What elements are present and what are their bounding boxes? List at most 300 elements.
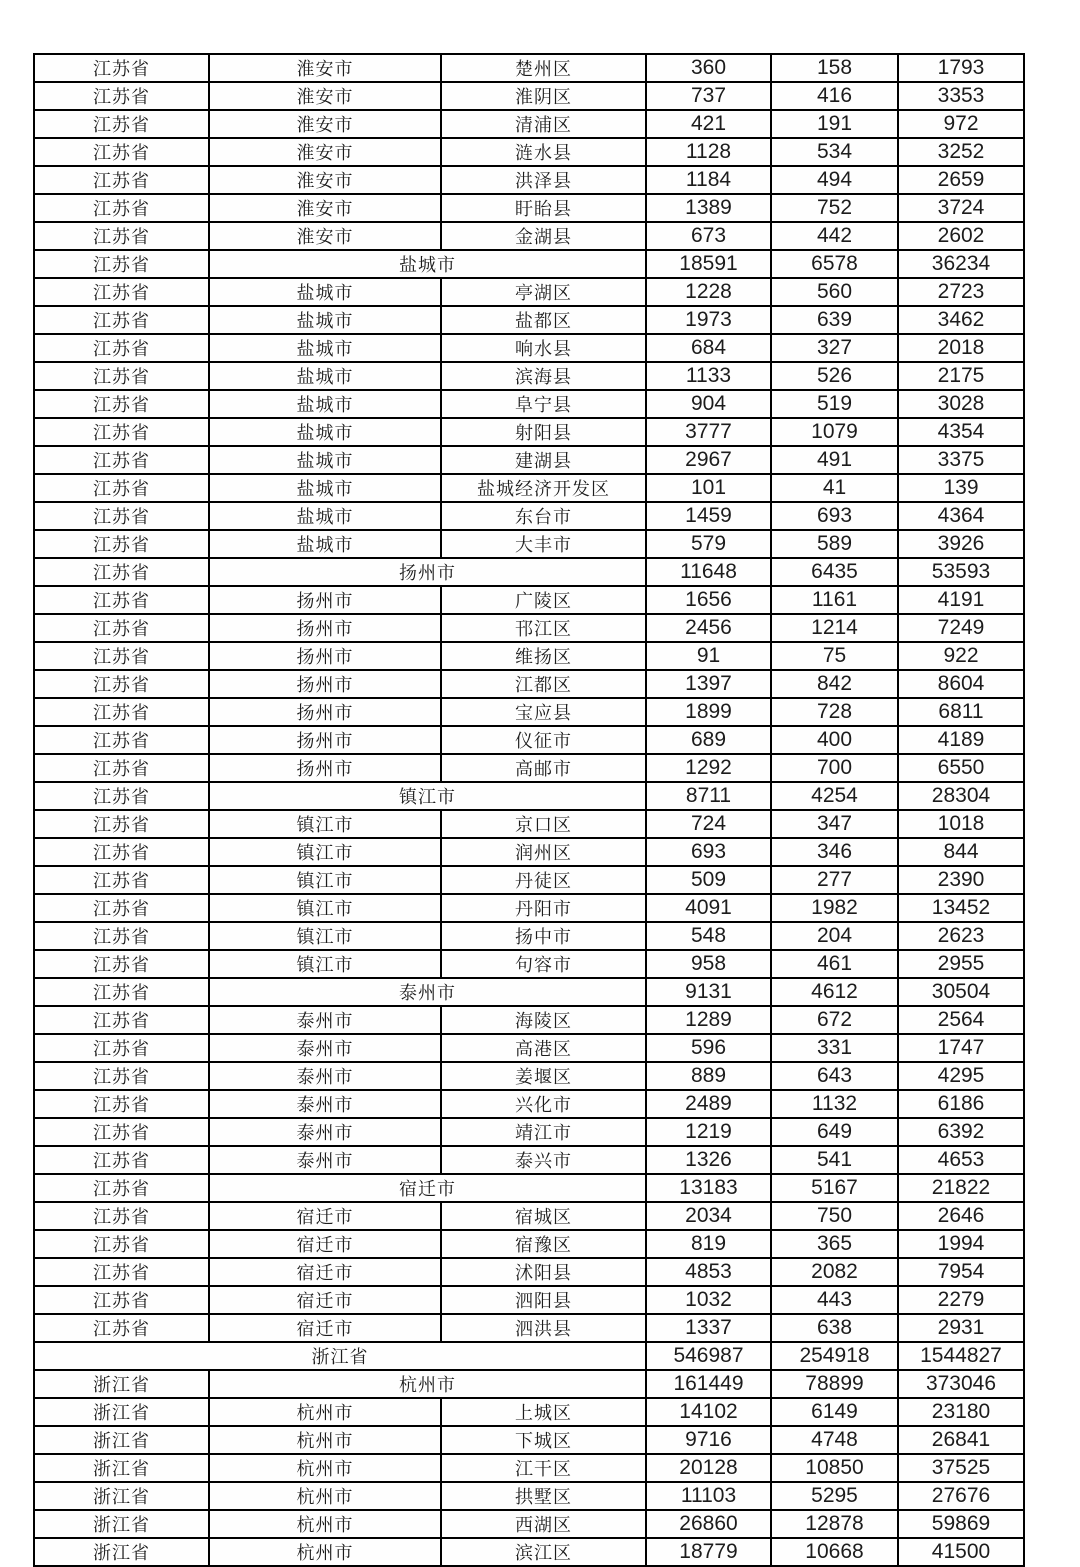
cell-value: 4354 — [898, 418, 1024, 446]
cell-value: 922 — [898, 642, 1024, 670]
cell-district: 泰兴市 — [441, 1146, 646, 1174]
cell-province: 江苏省 — [34, 390, 209, 418]
cell-value: 6186 — [898, 1090, 1024, 1118]
cell-value: 1397 — [646, 670, 771, 698]
cell-value: 3462 — [898, 306, 1024, 334]
cell-value: 2931 — [898, 1314, 1024, 1342]
cell-province: 江苏省 — [34, 1174, 209, 1202]
table-row — [34, 334, 1024, 362]
cell-province: 江苏省 — [34, 446, 209, 474]
table-row — [34, 1146, 1024, 1174]
cell-city: 宿迁市 — [209, 1314, 441, 1342]
table-row — [34, 306, 1024, 334]
cell-city-total: 盐城市 — [209, 250, 646, 278]
cell-value: 59869 — [898, 1510, 1024, 1538]
cell-province: 江苏省 — [34, 1314, 209, 1342]
cell-value: 1184 — [646, 166, 771, 194]
cell-value: 494 — [771, 166, 898, 194]
table-row — [34, 950, 1024, 978]
table-row — [34, 1286, 1024, 1314]
cell-value: 1132 — [771, 1090, 898, 1118]
cell-value: 6811 — [898, 698, 1024, 726]
cell-value: 2034 — [646, 1202, 771, 1230]
cell-value: 204 — [771, 922, 898, 950]
cell-district: 滨江区 — [441, 1538, 646, 1566]
table-row — [34, 1398, 1024, 1426]
cell-value: 331 — [771, 1034, 898, 1062]
table-row — [34, 726, 1024, 754]
cell-value: 21822 — [898, 1174, 1024, 1202]
cell-province: 江苏省 — [34, 1286, 209, 1314]
cell-district: 海陵区 — [441, 1006, 646, 1034]
cell-province: 浙江省 — [34, 1454, 209, 1482]
table-row — [34, 894, 1024, 922]
cell-value: 14102 — [646, 1398, 771, 1426]
cell-province: 江苏省 — [34, 250, 209, 278]
cell-province: 浙江省 — [34, 1482, 209, 1510]
cell-province: 江苏省 — [34, 950, 209, 978]
cell-value: 2018 — [898, 334, 1024, 362]
cell-city: 扬州市 — [209, 642, 441, 670]
cell-value: 4653 — [898, 1146, 1024, 1174]
cell-district: 句容市 — [441, 950, 646, 978]
cell-value: 91 — [646, 642, 771, 670]
cell-province: 江苏省 — [34, 1258, 209, 1286]
cell-value: 491 — [771, 446, 898, 474]
cell-value: 972 — [898, 110, 1024, 138]
cell-value: 36234 — [898, 250, 1024, 278]
cell-district: 建湖县 — [441, 446, 646, 474]
table-row — [34, 922, 1024, 950]
cell-province: 江苏省 — [34, 278, 209, 306]
table-row — [34, 54, 1024, 82]
cell-province: 浙江省 — [34, 1370, 209, 1398]
cell-city: 杭州市 — [209, 1538, 441, 1566]
cell-value: 728 — [771, 698, 898, 726]
cell-city: 扬州市 — [209, 614, 441, 642]
cell-province: 江苏省 — [34, 978, 209, 1006]
cell-province: 浙江省 — [34, 1426, 209, 1454]
cell-province: 浙江省 — [34, 1398, 209, 1426]
cell-city: 宿迁市 — [209, 1202, 441, 1230]
cell-value: 6149 — [771, 1398, 898, 1426]
cell-province: 浙江省 — [34, 1538, 209, 1566]
cell-value: 78899 — [771, 1370, 898, 1398]
cell-district: 江干区 — [441, 1454, 646, 1482]
cell-value: 2564 — [898, 1006, 1024, 1034]
cell-district: 宝应县 — [441, 698, 646, 726]
cell-district: 涟水县 — [441, 138, 646, 166]
cell-value: 1793 — [898, 54, 1024, 82]
table-row — [34, 866, 1024, 894]
cell-value: 365 — [771, 1230, 898, 1258]
cell-city-total: 宿迁市 — [209, 1174, 646, 1202]
cell-city: 泰州市 — [209, 1146, 441, 1174]
cell-city: 盐城市 — [209, 278, 441, 306]
cell-district: 淮阴区 — [441, 82, 646, 110]
table-row — [34, 502, 1024, 530]
cell-province-total: 浙江省 — [34, 1342, 646, 1370]
table-row — [34, 1034, 1024, 1062]
cell-province: 江苏省 — [34, 306, 209, 334]
cell-city: 盐城市 — [209, 362, 441, 390]
cell-value: 643 — [771, 1062, 898, 1090]
cell-district: 高港区 — [441, 1034, 646, 1062]
cell-value: 4091 — [646, 894, 771, 922]
cell-city: 宿迁市 — [209, 1258, 441, 1286]
cell-city: 扬州市 — [209, 726, 441, 754]
cell-city: 淮安市 — [209, 166, 441, 194]
cell-city: 杭州市 — [209, 1426, 441, 1454]
cell-province: 江苏省 — [34, 1118, 209, 1146]
cell-district: 洪泽县 — [441, 166, 646, 194]
table-row — [34, 782, 1024, 810]
cell-value: 2602 — [898, 222, 1024, 250]
cell-value: 11648 — [646, 558, 771, 586]
cell-value: 1219 — [646, 1118, 771, 1146]
cell-province: 江苏省 — [34, 810, 209, 838]
cell-province: 江苏省 — [34, 838, 209, 866]
cell-value: 461 — [771, 950, 898, 978]
cell-value: 958 — [646, 950, 771, 978]
cell-city: 泰州市 — [209, 1062, 441, 1090]
cell-province: 江苏省 — [34, 166, 209, 194]
cell-value: 1982 — [771, 894, 898, 922]
cell-city: 泰州市 — [209, 1118, 441, 1146]
cell-value: 819 — [646, 1230, 771, 1258]
cell-value: 560 — [771, 278, 898, 306]
table-row — [34, 278, 1024, 306]
cell-value: 752 — [771, 194, 898, 222]
cell-city: 宿迁市 — [209, 1230, 441, 1258]
cell-province: 江苏省 — [34, 502, 209, 530]
cell-value: 9131 — [646, 978, 771, 1006]
cell-city: 扬州市 — [209, 670, 441, 698]
cell-value: 596 — [646, 1034, 771, 1062]
cell-province: 江苏省 — [34, 698, 209, 726]
table-row — [34, 474, 1024, 502]
cell-value: 2659 — [898, 166, 1024, 194]
cell-value: 1032 — [646, 1286, 771, 1314]
cell-value: 7954 — [898, 1258, 1024, 1286]
cell-province: 江苏省 — [34, 1034, 209, 1062]
table-row — [34, 1258, 1024, 1286]
cell-city: 淮安市 — [209, 222, 441, 250]
cell-value: 541 — [771, 1146, 898, 1174]
cell-value: 373046 — [898, 1370, 1024, 1398]
cell-value: 158 — [771, 54, 898, 82]
cell-value: 2175 — [898, 362, 1024, 390]
cell-district: 靖江市 — [441, 1118, 646, 1146]
cell-province: 江苏省 — [34, 642, 209, 670]
table-row — [34, 530, 1024, 558]
cell-district: 泗阳县 — [441, 1286, 646, 1314]
cell-value: 2623 — [898, 922, 1024, 950]
cell-district: 高邮市 — [441, 754, 646, 782]
table-row — [34, 642, 1024, 670]
cell-city: 扬州市 — [209, 754, 441, 782]
cell-province: 江苏省 — [34, 110, 209, 138]
cell-value: 7249 — [898, 614, 1024, 642]
cell-value: 700 — [771, 754, 898, 782]
cell-value: 750 — [771, 1202, 898, 1230]
cell-value: 139 — [898, 474, 1024, 502]
cell-province: 江苏省 — [34, 222, 209, 250]
table-row — [34, 1062, 1024, 1090]
cell-province: 江苏省 — [34, 726, 209, 754]
cell-city: 淮安市 — [209, 54, 441, 82]
cell-city: 泰州市 — [209, 1034, 441, 1062]
cell-city: 杭州市 — [209, 1454, 441, 1482]
cell-district: 扬中市 — [441, 922, 646, 950]
cell-value: 10668 — [771, 1538, 898, 1566]
cell-value: 2082 — [771, 1258, 898, 1286]
cell-province: 江苏省 — [34, 894, 209, 922]
cell-district: 亭湖区 — [441, 278, 646, 306]
cell-value: 1228 — [646, 278, 771, 306]
cell-value: 1544827 — [898, 1342, 1024, 1370]
cell-province: 江苏省 — [34, 474, 209, 502]
table-row — [34, 110, 1024, 138]
cell-value: 1973 — [646, 306, 771, 334]
cell-value: 534 — [771, 138, 898, 166]
table-row — [34, 838, 1024, 866]
cell-province: 江苏省 — [34, 922, 209, 950]
table-row — [34, 1006, 1024, 1034]
cell-value: 4748 — [771, 1426, 898, 1454]
cell-value: 26841 — [898, 1426, 1024, 1454]
cell-value: 1214 — [771, 614, 898, 642]
table-row — [34, 1426, 1024, 1454]
cell-district: 盱眙县 — [441, 194, 646, 222]
table-row — [34, 810, 1024, 838]
cell-value: 684 — [646, 334, 771, 362]
cell-province: 江苏省 — [34, 54, 209, 82]
cell-province: 江苏省 — [34, 418, 209, 446]
cell-district: 响水县 — [441, 334, 646, 362]
cell-value: 346 — [771, 838, 898, 866]
table-row — [34, 362, 1024, 390]
table-row — [34, 138, 1024, 166]
cell-province: 江苏省 — [34, 614, 209, 642]
cell-value: 9716 — [646, 1426, 771, 1454]
cell-district: 丹阳市 — [441, 894, 646, 922]
cell-province: 江苏省 — [34, 1090, 209, 1118]
cell-district: 沭阳县 — [441, 1258, 646, 1286]
cell-value: 2646 — [898, 1202, 1024, 1230]
cell-province: 江苏省 — [34, 1230, 209, 1258]
cell-value: 526 — [771, 362, 898, 390]
cell-province: 江苏省 — [34, 1062, 209, 1090]
table-row — [34, 1482, 1024, 1510]
cell-value: 30504 — [898, 978, 1024, 1006]
cell-district: 大丰市 — [441, 530, 646, 558]
cell-district: 下城区 — [441, 1426, 646, 1454]
table-row — [34, 166, 1024, 194]
cell-city: 宿迁市 — [209, 1286, 441, 1314]
cell-value: 28304 — [898, 782, 1024, 810]
cell-province: 江苏省 — [34, 334, 209, 362]
cell-value: 4189 — [898, 726, 1024, 754]
cell-city-total: 扬州市 — [209, 558, 646, 586]
cell-district: 邗江区 — [441, 614, 646, 642]
cell-value: 5167 — [771, 1174, 898, 1202]
table-row — [34, 1174, 1024, 1202]
cell-value: 8711 — [646, 782, 771, 810]
cell-city: 镇江市 — [209, 810, 441, 838]
cell-city: 盐城市 — [209, 418, 441, 446]
cell-value: 3375 — [898, 446, 1024, 474]
cell-city: 杭州市 — [209, 1398, 441, 1426]
cell-value: 4612 — [771, 978, 898, 1006]
cell-value: 3777 — [646, 418, 771, 446]
cell-value: 11103 — [646, 1482, 771, 1510]
cell-value: 2390 — [898, 866, 1024, 894]
cell-value: 18779 — [646, 1538, 771, 1566]
cell-value: 1326 — [646, 1146, 771, 1174]
statistics-table-body — [34, 54, 1024, 1566]
cell-province: 江苏省 — [34, 586, 209, 614]
cell-value: 638 — [771, 1314, 898, 1342]
cell-district: 维扬区 — [441, 642, 646, 670]
cell-city: 淮安市 — [209, 138, 441, 166]
cell-value: 3926 — [898, 530, 1024, 558]
cell-value: 519 — [771, 390, 898, 418]
cell-city: 杭州市 — [209, 1510, 441, 1538]
cell-city: 镇江市 — [209, 838, 441, 866]
cell-value: 277 — [771, 866, 898, 894]
cell-district: 丹徒区 — [441, 866, 646, 894]
cell-value: 509 — [646, 866, 771, 894]
cell-value: 548 — [646, 922, 771, 950]
cell-value: 2723 — [898, 278, 1024, 306]
cell-value: 2489 — [646, 1090, 771, 1118]
table-row — [34, 978, 1024, 1006]
table-row — [34, 1454, 1024, 1482]
cell-value: 4191 — [898, 586, 1024, 614]
cell-city: 镇江市 — [209, 894, 441, 922]
statistics-table — [33, 53, 1025, 1567]
cell-province: 江苏省 — [34, 782, 209, 810]
table-row — [34, 698, 1024, 726]
cell-district: 楚州区 — [441, 54, 646, 82]
cell-city: 盐城市 — [209, 530, 441, 558]
cell-city: 扬州市 — [209, 698, 441, 726]
cell-district: 西湖区 — [441, 1510, 646, 1538]
table-row — [34, 1510, 1024, 1538]
table-row — [34, 1370, 1024, 1398]
cell-value: 689 — [646, 726, 771, 754]
cell-province: 江苏省 — [34, 82, 209, 110]
cell-value: 347 — [771, 810, 898, 838]
cell-city: 淮安市 — [209, 110, 441, 138]
cell-value: 2967 — [646, 446, 771, 474]
table-row — [34, 754, 1024, 782]
cell-value: 4254 — [771, 782, 898, 810]
cell-district: 宿豫区 — [441, 1230, 646, 1258]
cell-province: 江苏省 — [34, 866, 209, 894]
table-row — [34, 1230, 1024, 1258]
cell-value: 639 — [771, 306, 898, 334]
cell-city: 镇江市 — [209, 866, 441, 894]
cell-value: 421 — [646, 110, 771, 138]
cell-province: 江苏省 — [34, 558, 209, 586]
cell-value: 737 — [646, 82, 771, 110]
cell-value: 1459 — [646, 502, 771, 530]
cell-value: 1994 — [898, 1230, 1024, 1258]
cell-value: 546987 — [646, 1342, 771, 1370]
cell-value: 3252 — [898, 138, 1024, 166]
table-row — [34, 418, 1024, 446]
cell-value: 27676 — [898, 1482, 1024, 1510]
cell-city: 淮安市 — [209, 82, 441, 110]
cell-value: 672 — [771, 1006, 898, 1034]
cell-city: 盐城市 — [209, 502, 441, 530]
cell-value: 443 — [771, 1286, 898, 1314]
cell-city: 杭州市 — [209, 1482, 441, 1510]
cell-value: 904 — [646, 390, 771, 418]
cell-value: 400 — [771, 726, 898, 754]
cell-province: 江苏省 — [34, 530, 209, 558]
cell-value: 724 — [646, 810, 771, 838]
cell-value: 589 — [771, 530, 898, 558]
cell-value: 673 — [646, 222, 771, 250]
cell-district: 金湖县 — [441, 222, 646, 250]
cell-city: 盐城市 — [209, 334, 441, 362]
cell-province: 江苏省 — [34, 138, 209, 166]
table-row — [34, 446, 1024, 474]
cell-value: 1656 — [646, 586, 771, 614]
cell-value: 6578 — [771, 250, 898, 278]
cell-value: 842 — [771, 670, 898, 698]
cell-district: 京口区 — [441, 810, 646, 838]
cell-district: 姜堰区 — [441, 1062, 646, 1090]
cell-province: 江苏省 — [34, 194, 209, 222]
cell-value: 41500 — [898, 1538, 1024, 1566]
table-row — [34, 670, 1024, 698]
cell-value: 20128 — [646, 1454, 771, 1482]
cell-value: 8604 — [898, 670, 1024, 698]
cell-province: 浙江省 — [34, 1510, 209, 1538]
table-row — [34, 250, 1024, 278]
table-row — [34, 586, 1024, 614]
table-row — [34, 558, 1024, 586]
cell-value: 13183 — [646, 1174, 771, 1202]
table-row — [34, 1090, 1024, 1118]
cell-province: 江苏省 — [34, 670, 209, 698]
cell-value: 75 — [771, 642, 898, 670]
cell-value: 3353 — [898, 82, 1024, 110]
cell-value: 2456 — [646, 614, 771, 642]
cell-value: 1161 — [771, 586, 898, 614]
cell-city: 盐城市 — [209, 474, 441, 502]
cell-value: 6550 — [898, 754, 1024, 782]
cell-value: 416 — [771, 82, 898, 110]
cell-value: 6392 — [898, 1118, 1024, 1146]
table-row — [34, 390, 1024, 418]
cell-value: 23180 — [898, 1398, 1024, 1426]
cell-district: 射阳县 — [441, 418, 646, 446]
cell-district: 盐城经济开发区 — [441, 474, 646, 502]
cell-value: 1133 — [646, 362, 771, 390]
cell-city: 盐城市 — [209, 306, 441, 334]
table-row — [34, 1538, 1024, 1566]
cell-value: 1899 — [646, 698, 771, 726]
cell-district: 润州区 — [441, 838, 646, 866]
cell-value: 6435 — [771, 558, 898, 586]
cell-value: 360 — [646, 54, 771, 82]
cell-value: 2279 — [898, 1286, 1024, 1314]
